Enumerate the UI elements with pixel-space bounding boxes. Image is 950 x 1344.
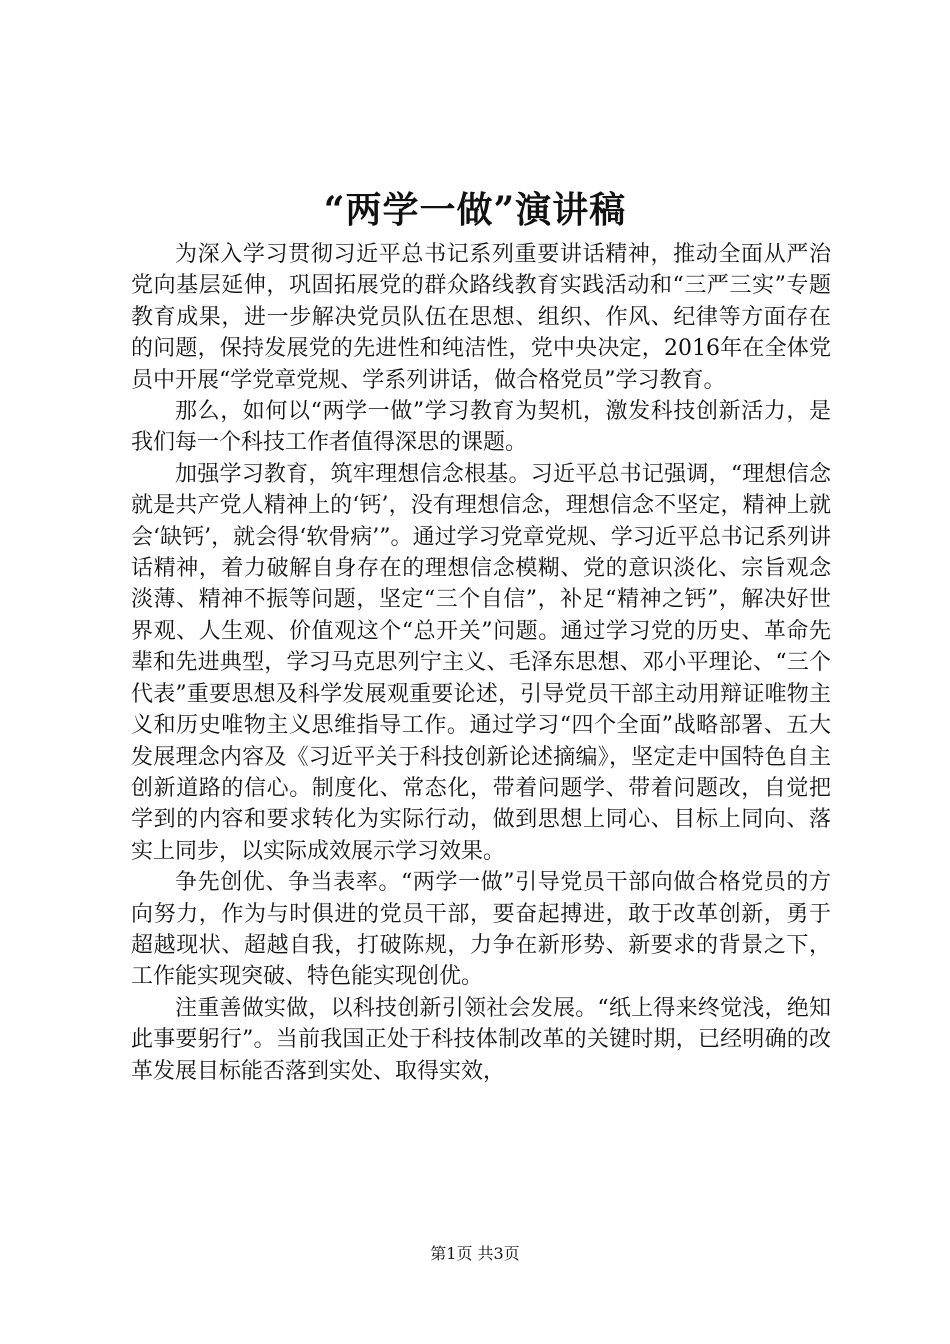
paragraph-study-education: 加强学习教育，筑牢理想信念根基。习近平总书记强调，“理想信念就是共产党人精神上的‘钙’，没有理想信念，理想信念不坚定，精神上就会‘缺钙’，就会得‘软骨病’”。通过学习党章党规、学习近平总书记系列讲话精神，着力破解自身存在的理想信念模糊、党的意识淡化、宗旨观念淡薄、精神不振等问题，坚定“三个自信”，补足“精神之钙”，解决好世界观、人生观、价值观这个“总开关”问题。通过学习党的历史、革命先辈和先进典型，学习马克思列宁主义、毛泽东思想、邓小平理论、“三个代表”重要思想及科学发展观重要论述，引导党员干部主动用辩证唯物主义和历史唯物主义思维指导工作。通过学习“四个全面”战略部署、五大发展理念内容及《习近平关于科技创新论述摘编》，坚定走中国特色自主创新道路的信心。制度化、常态化，带着问题学、带着问题改，自觉把学到的内容和要求转化为实际行动，做到思想上同心、目标上同向、落实上同步，以实际成效展示学习效果。 — [131, 461, 831, 864]
paragraph-excellence: 争先创优、争当表率。“两学一做”引导党员干部向做合格党员的方向努力，作为与时俱进的党员干部，要奋起搏进，敢于改革创新，勇于超越现状、超越自我，打破陈规，力争在新形势、新要求的背景之下，工作能实现突破、特色能实现创优。 — [131, 870, 831, 990]
paragraph-practice: 注重善做实做，以科技创新引领社会发展。“纸上得来终觉浅，绝知此事要躬行”。当前我国正处于科技体制改革的关键时期，已经明确的改革发展目标能否落到实处、取得实效， — [131, 995, 831, 1084]
page-number: 第1页 共3页 — [430, 1244, 520, 1263]
paragraph-intro: 为深入学习贯彻习近平总书记系列重要讲话精神，推动全面从严治党向基层延伸，巩固拓展党的群众路线教育实践活动和“三严三实”专题教育成果，进一步解决党员队伍在思想、组织、作风、纪律等方面存在的问题，保持发展党的先进性和纯洁性，党中央决定，2016年在全体党员中开展“学党章党规、学系列讲话，做合格党员”学习教育。 — [131, 242, 831, 393]
document-title: “两学一做”演讲稿 — [323, 189, 627, 231]
document-body — [131, 239, 831, 1087]
paragraph-question: 那么，如何以“两学一做”学习教育为契机，激发科技创新活力，是我们每一个科技工作者值得深思的课题。 — [131, 399, 831, 456]
